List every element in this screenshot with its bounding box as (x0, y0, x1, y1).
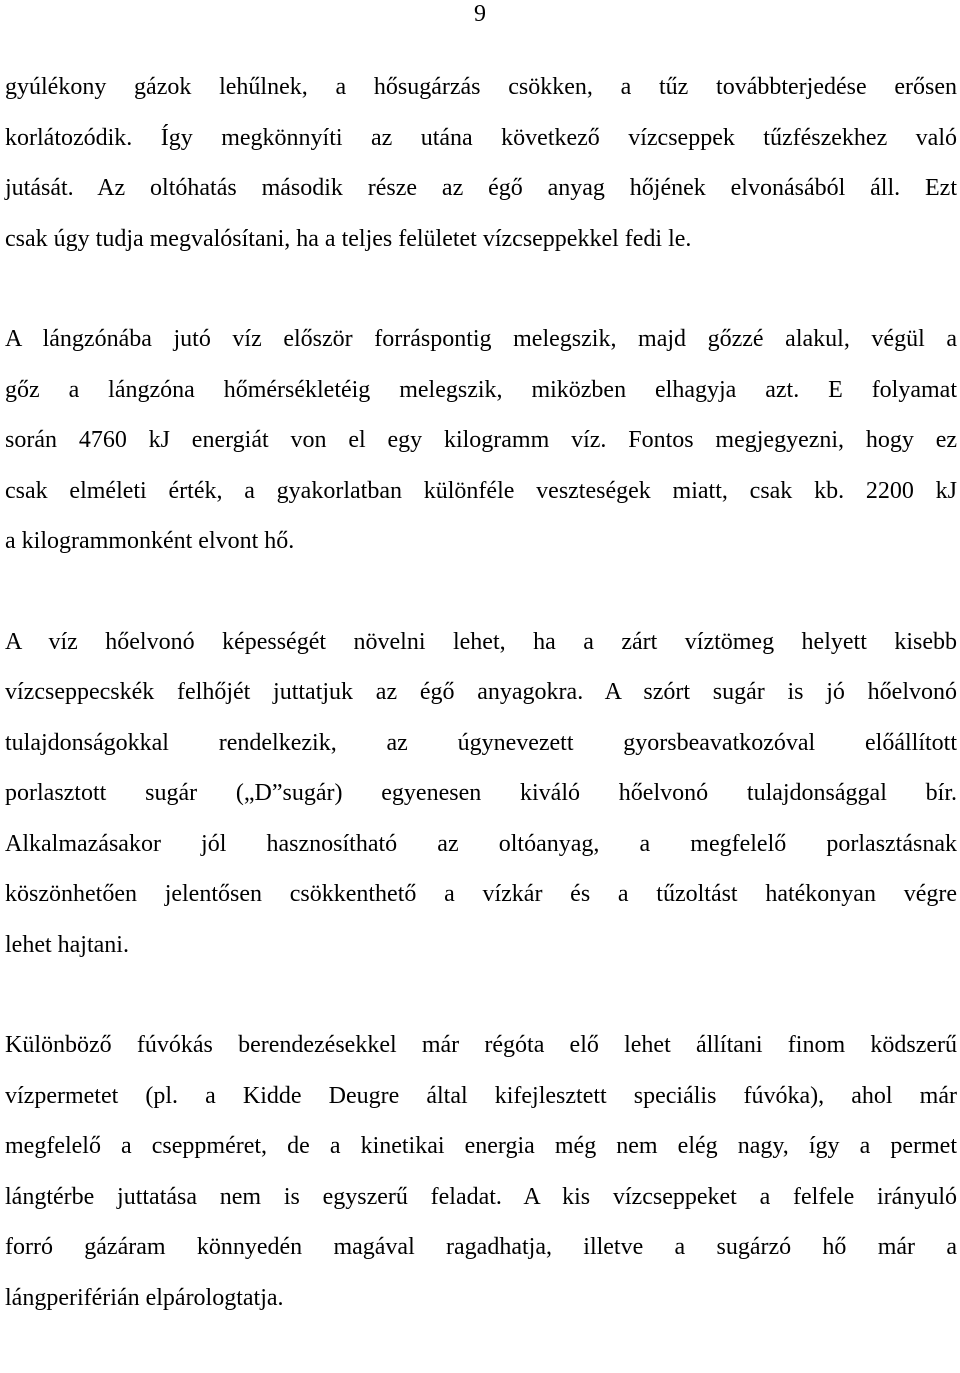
text-line: A víz hőelvonó képességét növelni lehet, ha a zárt víztömeg helyett kisebb (5, 628, 957, 655)
text-line: lehet hajtani. (5, 931, 129, 958)
text-line: csak úgy tudja megvalósítani, ha a teljes felületet vízcseppekkel fedi le. (5, 225, 692, 252)
text-line: csak elméleti érték, a gyakorlatban különféle veszteségek miatt, csak kb. 2200 kJ (5, 477, 957, 504)
text-line: köszönhetően jelentősen csökkenthető a vízkár és a tűzoltást hatékonyan végre (5, 881, 957, 907)
text-line: vízcseppecskék felhőjét juttatjuk az égő anyagokra. A szórt sugár is jó hőelvonó (5, 679, 957, 705)
text-line: porlasztott sugár („D”sugár) egyenesen kiváló hőelvonó tulajdonsággal bír. (5, 780, 957, 806)
paragraph-4 (5, 1020, 957, 1323)
text-line: során 4760 kJ energiát von el egy kilogramm víz. Fontos megjegyezni, hogy ez (5, 427, 957, 453)
text-line: jutását. Az oltóhatás második része az égő anyag hőjének elvonásából áll. Ezt (5, 175, 957, 201)
text-line: gyúlékony gázok lehűlnek, a hősugárzás csökken, a tűz továbbterjedése erősen (5, 74, 957, 100)
page-number: 9 (474, 1, 486, 27)
text-line: A lángzónába jutó víz először forráspontig melegszik, majd gőzzé alakul, végül a (5, 326, 957, 352)
text-line: Különböző fúvókás berendezésekkel már régóta elő lehet állítani finom ködszerű (5, 1032, 957, 1058)
text-line: lángperiférián elpárologtatja. (5, 1284, 284, 1311)
paragraph-2 (5, 314, 957, 567)
text-line: gőz a lángzóna hőmérsékletéig melegszik, miközben elhagyja azt. E folyamat (5, 376, 957, 403)
text-line: Alkalmazásakor jól hasznosítható az oltóanyag, a megfelelő porlasztásnak (5, 830, 957, 857)
paragraph-1 (5, 62, 957, 264)
text-line: korlátozódik. Így megkönnyíti az utána következő vízcseppek tűzfészekhez való (5, 124, 957, 151)
paragraph-3 (5, 617, 957, 971)
text-line: vízpermetet (pl. a Kidde Deugre által kifejlesztett speciális fúvóka), ahol már (5, 1082, 957, 1109)
text-line: lángtérbe juttatása nem is egyszerű feladat. A kis vízcseppeket a felfele irányuló (5, 1183, 957, 1210)
text-line: megfelelő a cseppméret, de a kinetikai energia még nem elég nagy, így a permet (5, 1133, 957, 1159)
text-line: a kilogrammonként elvont hő. (5, 528, 295, 554)
text-line: tulajdonságokkal rendelkezik, az úgynevezett gyorsbeavatkozóval előállított (5, 729, 957, 756)
document-body (5, 62, 957, 1373)
text-line: forró gázáram könnyedén magával ragadhatja, illetve a sugárzó hő már a (5, 1234, 957, 1260)
